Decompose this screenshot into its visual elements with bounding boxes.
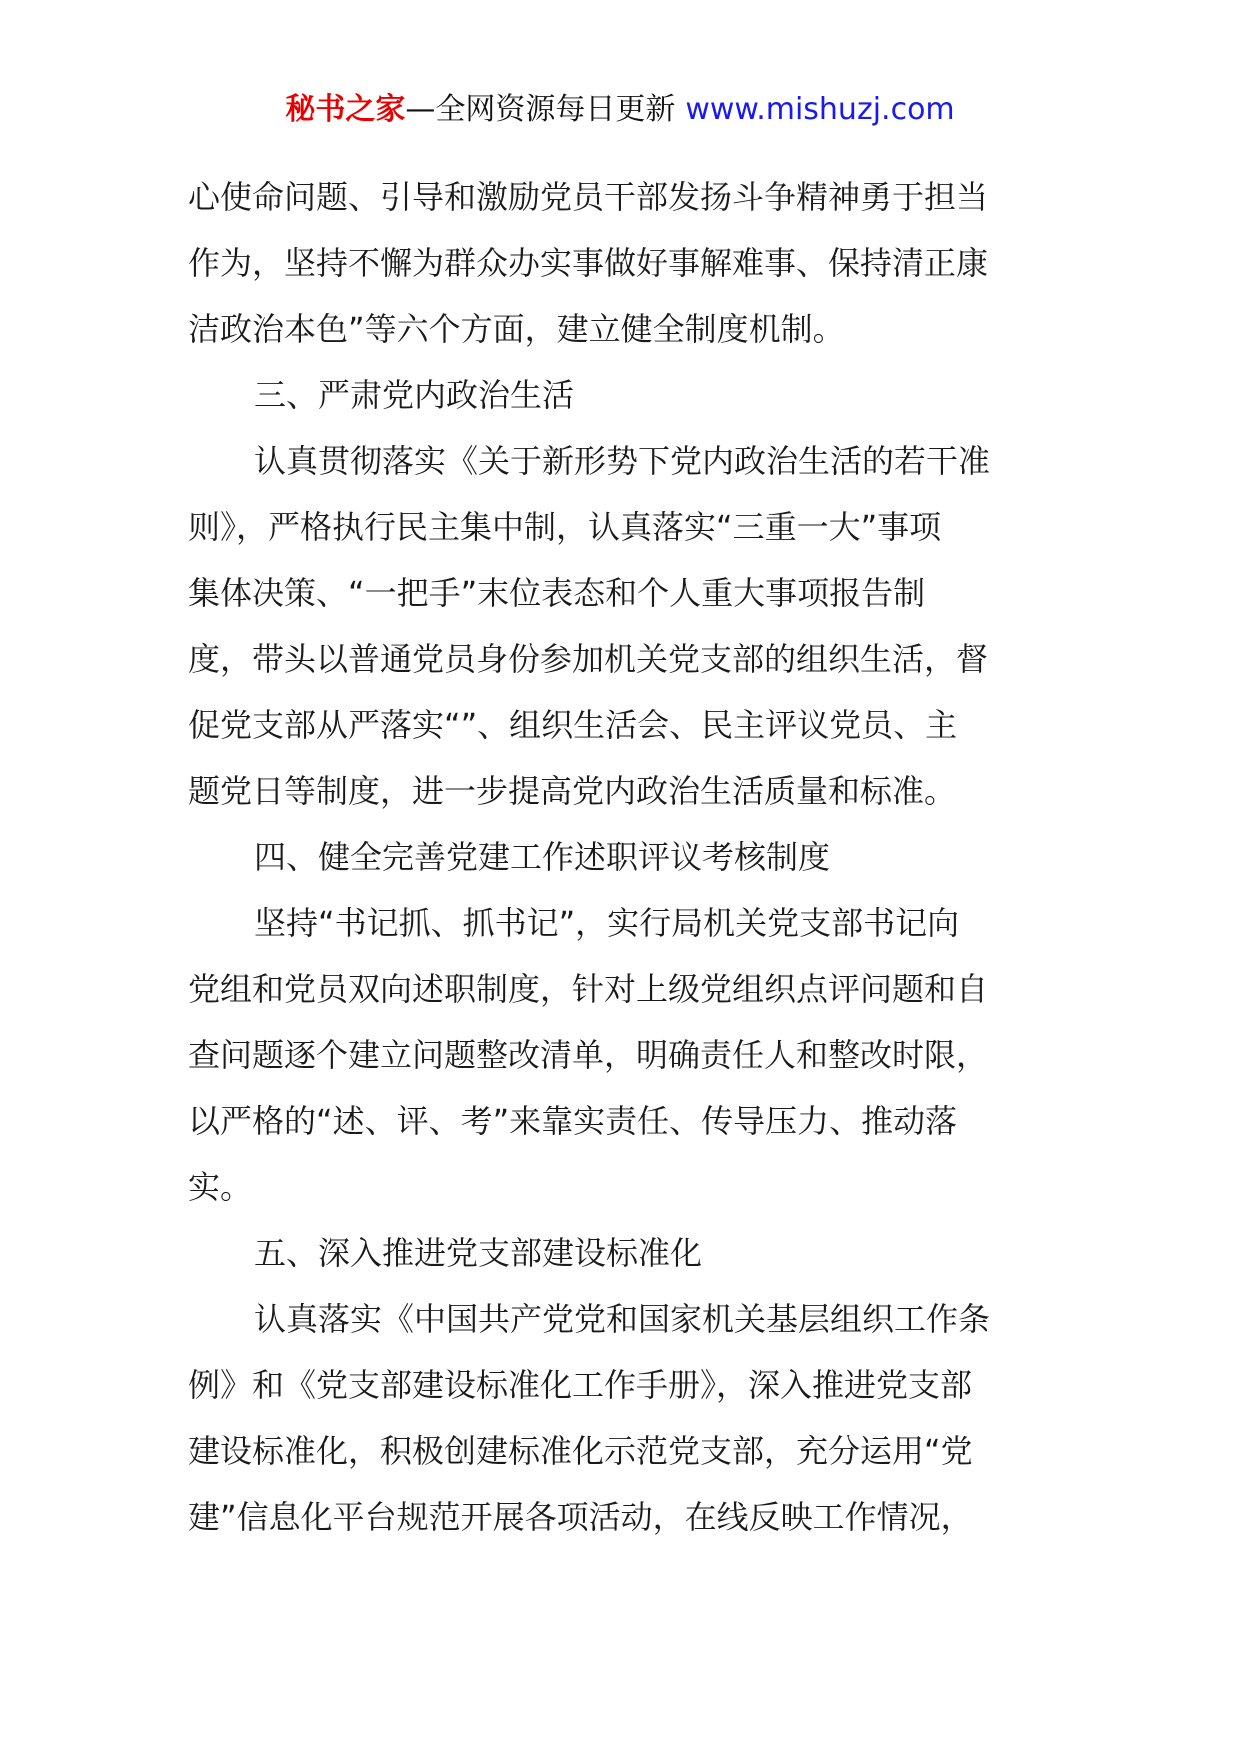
text-line: 实。 <box>188 1168 253 1206</box>
text-line: 认真贯彻落实《关于新形势下党内政治生活的若干准 <box>254 442 991 480</box>
text-line: 题党日等制度，进一步提高党内政治生活质量和标准。 <box>188 772 957 810</box>
text-line: 作为，坚持不懈为群众办实事做好事解难事、保持清正康 <box>188 244 989 282</box>
text-line: 认真落实《中国共产党党和国家机关基层组织工作条 <box>254 1300 991 1338</box>
text-line: 洁政治本色”等六个方面，建立健全制度机制。 <box>188 310 845 348</box>
text-line: 建设标准化，积极创建标准化示范党支部，充分运用“党 <box>188 1432 973 1470</box>
brand-name: 秘书之家 <box>285 92 406 127</box>
section-heading: 三、严肃党内政治生活 <box>254 376 575 414</box>
text-line: 促党支部从严落实“”、组织生活会、民主评议党员、主 <box>188 706 958 744</box>
document-body <box>188 164 1048 1550</box>
text-line: 集体决策、“一把手”末位表态和个人重大事项报告制 <box>188 574 926 612</box>
text-line: 坚持“书记抓、抓书记”，实行局机关党支部书记向 <box>254 904 960 942</box>
text-line: 例》和《党支部建设标准化工作手册》，深入推进党支部 <box>188 1366 973 1404</box>
site-url-link[interactable]: www.mishuzj.com <box>685 92 955 127</box>
section-heading: 四、健全完善党建工作述职评议考核制度 <box>254 838 831 876</box>
site-header <box>0 88 1240 132</box>
text-line: 建”信息化平台规范开展各项活动，在线反映工作情况， <box>188 1498 973 1536</box>
text-line: 以严格的“述、评、考”来靠实责任、传导压力、推动落 <box>188 1102 958 1140</box>
text-line: 度，带头以普通党员身份参加机关党支部的组织生活，督 <box>188 640 989 678</box>
section-heading: 五、深入推进党支部建设标准化 <box>254 1234 703 1272</box>
text-line: 党组和党员双向述职制度，针对上级党组织点评问题和自 <box>188 970 989 1008</box>
text-line: 查问题逐个建立问题整改清单，明确责任人和整改时限， <box>188 1036 989 1074</box>
tagline: —全网资源每日更新 <box>405 92 676 127</box>
text-line: 则》，严格执行民主集中制，认真落实“三重一大”事项 <box>188 508 942 546</box>
text-line: 心使命问题、引导和激励党员干部发扬斗争精神勇于担当 <box>188 178 989 216</box>
